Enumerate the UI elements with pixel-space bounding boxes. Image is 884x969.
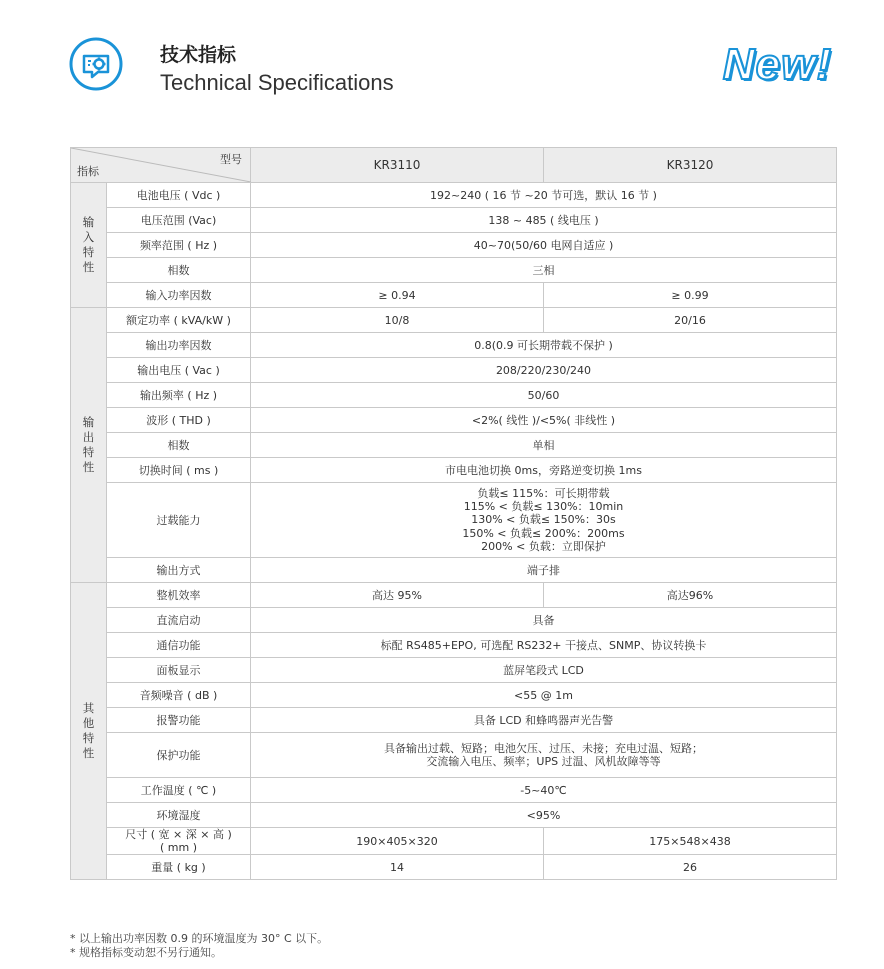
row-label: 相数 — [107, 258, 251, 283]
page-title-cn: 技术指标 — [160, 44, 237, 66]
corner-label-model: 型号 — [220, 153, 242, 166]
model-header-2: KR3120 — [544, 148, 837, 183]
table-row — [71, 608, 837, 633]
row-value: 192~240 ( 16 节 ~20 节可选，默认 16 节 ) — [251, 183, 837, 208]
table-row — [71, 433, 837, 458]
table-row — [71, 633, 837, 658]
row-value-2: 26 — [544, 855, 837, 880]
row-label: 工作温度 ( ℃ ) — [107, 778, 251, 803]
row-label: 额定功率 ( kVA/kW ) — [107, 308, 251, 333]
row-value-multiline: 具备输出过载、短路；电池欠压、过压、未接；充电过温、短路； 交流输入电压、频率；UPS 过温、风机故障等等 — [251, 733, 837, 778]
table-row — [71, 258, 837, 283]
new-badge: New! — [722, 40, 832, 89]
table-row — [71, 208, 837, 233]
row-value: 0.8(0.9 可长期带载不保护 ) — [251, 333, 837, 358]
row-value-1: ≥ 0.94 — [251, 283, 544, 308]
row-label: 电池电压 ( Vdc ) — [107, 183, 251, 208]
table-row — [71, 233, 837, 258]
row-label: 输出频率 ( Hz ) — [107, 383, 251, 408]
row-label: 音频噪音 ( dB ) — [107, 683, 251, 708]
table-row — [71, 458, 837, 483]
table-row — [71, 308, 837, 333]
table-header-row — [71, 148, 837, 183]
row-value: 138 ~ 485 ( 线电压 ) — [251, 208, 837, 233]
corner-cell — [71, 148, 251, 183]
row-label: 过载能力 — [107, 483, 251, 558]
table-row — [71, 383, 837, 408]
row-label: 重量 ( kg ) — [107, 855, 251, 880]
row-value-1: 高达 95% — [251, 583, 544, 608]
footnote: * 规格指标变动恕不另行通知。 — [70, 946, 222, 959]
row-label: 报警功能 — [107, 708, 251, 733]
table-row — [71, 855, 837, 880]
row-value: 40~70(50/60 电网自适应 ) — [251, 233, 837, 258]
row-value: 具备 LCD 和蜂鸣器声光告警 — [251, 708, 837, 733]
row-value: <2%( 线性 )/<5%( 非线性 ) — [251, 408, 837, 433]
table-row — [71, 408, 837, 433]
table-row — [71, 483, 837, 558]
row-value-1: 10/8 — [251, 308, 544, 333]
row-label: 输出电压 ( Vac ) — [107, 358, 251, 383]
table-row — [71, 183, 837, 208]
table-row — [71, 358, 837, 383]
row-label: 相数 — [107, 433, 251, 458]
row-label: 通信功能 — [107, 633, 251, 658]
spec-table — [70, 147, 837, 880]
footnote: * 以上输出功率因数 0.9 的环境温度为 30° C 以下。 — [70, 932, 329, 945]
group-label-output: 输 出 特 性 — [71, 308, 107, 583]
footnotes — [70, 932, 328, 960]
row-label-multiline: 尺寸 ( 宽 × 深 × 高 ) ( mm ) — [107, 828, 251, 855]
row-value: <55 @ 1m — [251, 683, 837, 708]
table-row — [71, 583, 837, 608]
table-row — [71, 283, 837, 308]
row-value: 具备 — [251, 608, 837, 633]
row-value: 单相 — [251, 433, 837, 458]
table-row — [71, 333, 837, 358]
model-header-1: KR3110 — [251, 148, 544, 183]
table-row — [71, 708, 837, 733]
table-row — [71, 778, 837, 803]
row-value: 标配 RS485+EPO, 可选配 RS232+ 干接点、SNMP、协议转换卡 — [251, 633, 837, 658]
row-label: 输入功率因数 — [107, 283, 251, 308]
group-label-other: 其 他 特 性 — [71, 583, 107, 880]
row-value: 蓝屏笔段式 LCD — [251, 658, 837, 683]
table-row — [71, 803, 837, 828]
group-label-input: 输 入 特 性 — [71, 183, 107, 308]
row-label: 输出功率因数 — [107, 333, 251, 358]
table-row — [71, 683, 837, 708]
page-title-en: Technical Specifications — [160, 70, 394, 95]
row-value: 市电电池切换 0ms，旁路逆变切换 1ms — [251, 458, 837, 483]
table-row — [71, 828, 837, 855]
row-label: 环境湿度 — [107, 803, 251, 828]
row-value: 端子排 — [251, 558, 837, 583]
settings-shield-icon — [68, 36, 124, 92]
row-value-multiline: 负载≤ 115%：可长期带载 115% < 负载≤ 130%：10min 130% < 负载≤ 150%：30s 150% < 负载≤ 200%：200ms 200% < 负载：立即保护 — [251, 483, 837, 558]
row-value: -5~40℃ — [251, 778, 837, 803]
row-value: <95% — [251, 803, 837, 828]
row-value: 三相 — [251, 258, 837, 283]
row-value: 50/60 — [251, 383, 837, 408]
table-row — [71, 733, 837, 778]
row-value-2: 高达96% — [544, 583, 837, 608]
row-label: 整机效率 — [107, 583, 251, 608]
row-value-2: 175×548×438 — [544, 828, 837, 855]
row-label: 电压范围 (Vac) — [107, 208, 251, 233]
row-value-1: 14 — [251, 855, 544, 880]
row-label: 频率范围 ( Hz ) — [107, 233, 251, 258]
row-label: 输出方式 — [107, 558, 251, 583]
row-label: 面板显示 — [107, 658, 251, 683]
row-label: 切换时间 ( ms ) — [107, 458, 251, 483]
row-value: 208/220/230/240 — [251, 358, 837, 383]
row-label: 保护功能 — [107, 733, 251, 778]
page-header — [68, 36, 832, 106]
row-label: 波形 ( THD ) — [107, 408, 251, 433]
row-value-2: 20/16 — [544, 308, 837, 333]
table-row — [71, 558, 837, 583]
corner-label-spec: 指标 — [77, 165, 99, 178]
row-value-1: 190×405×320 — [251, 828, 544, 855]
row-label: 直流启动 — [107, 608, 251, 633]
table-row — [71, 658, 837, 683]
row-value-2: ≥ 0.99 — [544, 283, 837, 308]
